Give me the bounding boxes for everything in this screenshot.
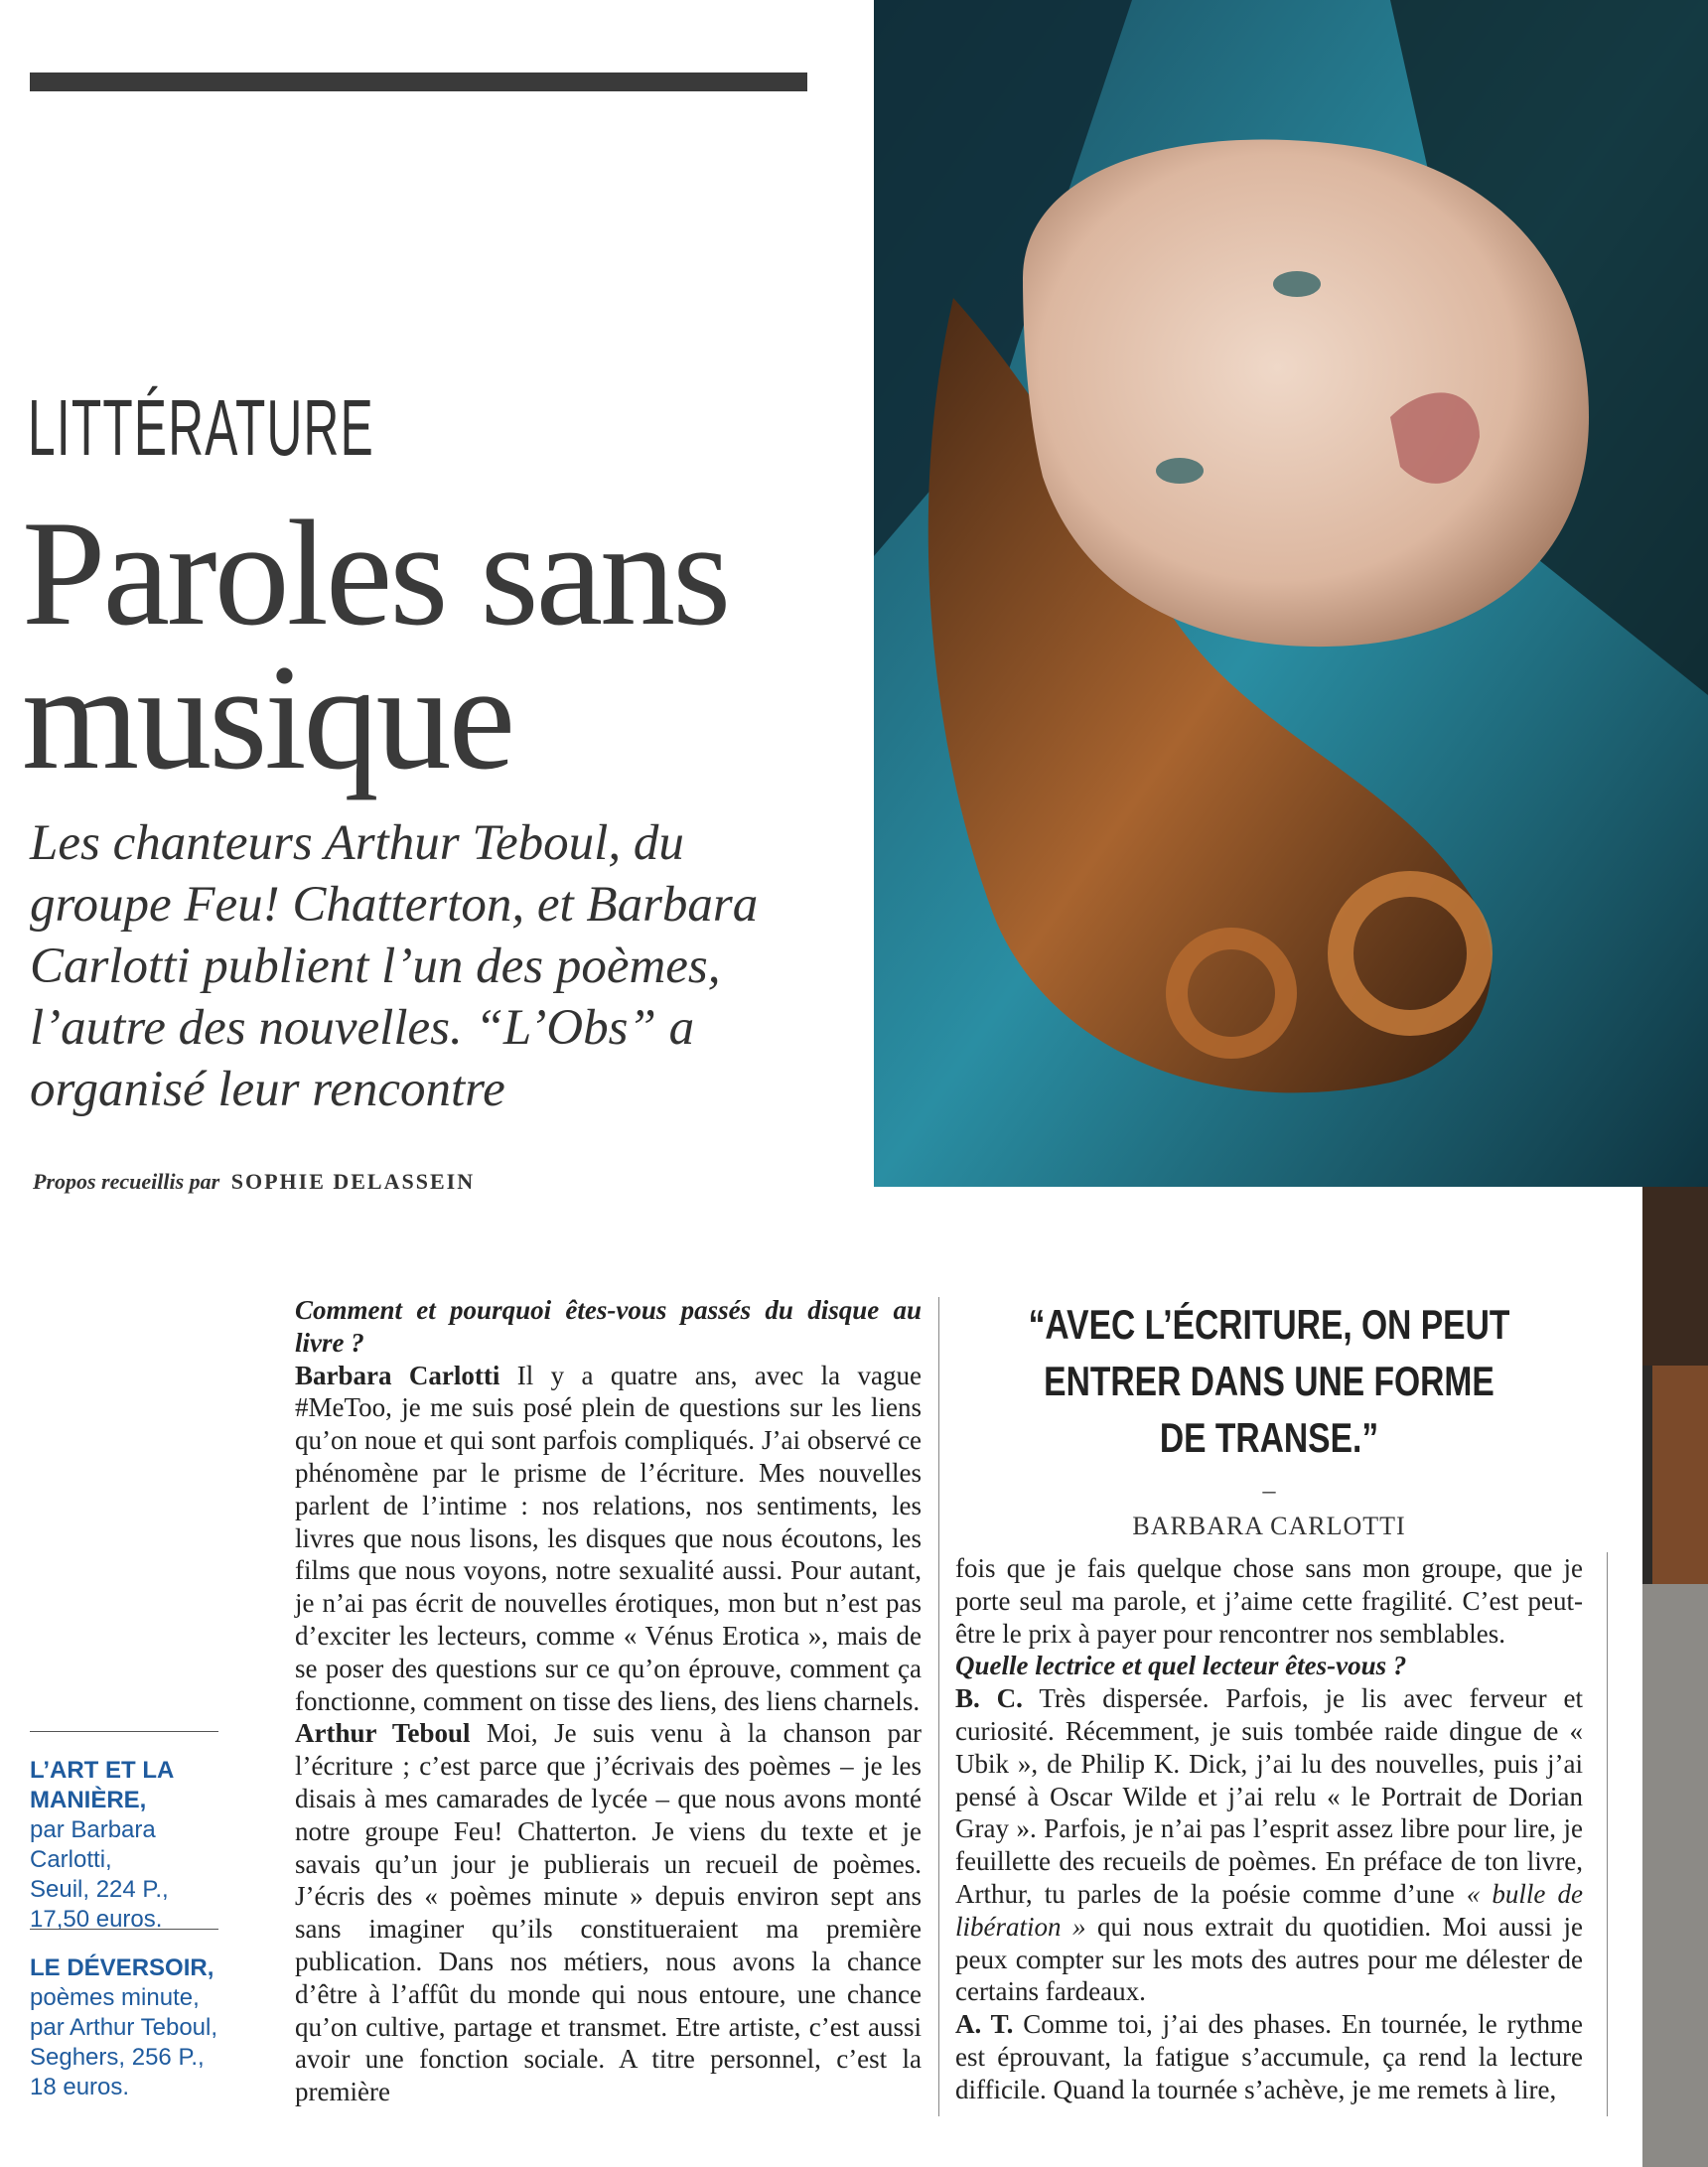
column-rule <box>1607 1552 1608 2116</box>
interview-column-2 <box>955 1552 1583 2106</box>
book-info-1 <box>30 1731 218 1935</box>
book-title: LE DÉVERSOIR, <box>30 1954 214 1981</box>
quoted-phrase: « bulle de libération » <box>955 1878 1583 1942</box>
rubric: LITTÉRATURE <box>28 383 374 472</box>
answer-paragraph <box>295 1717 922 2108</box>
pull-quote-dash: – <box>1262 1476 1276 1505</box>
answer-paragraph <box>955 1682 1583 2008</box>
book-detail: Seghers, 256 P., <box>30 2044 205 2071</box>
question: Quelle lectrice et quel lecteur êtes-vous ? <box>955 1651 1407 1681</box>
book-detail: par Arthur Teboul, <box>30 2014 218 2041</box>
answer-text: Il y a quatre ans, avec la vague #MeToo, je me suis posé plein de questions sur les liens qu’on noue et qui sont parfois compliqués. J’ai observé ce phénomène par le prisme de l’écriture. Mes nouvelles parlent de l’intime : nos relations, nos sentiments, les livres que nous lisons, les disques que nous écoutons, les films que nous voyons, notre sexualité aussi. Pour autant, je n’ai pas écrit de nouvelles érotiques, mon but n’est pas d’exciter les lecteurs, comme « Vénus Erotica », mais de se poser des questions sur ce qu’on éprouve, comment ça fonctionne, comment on tisse des liens, des liens charnels. <box>295 1360 922 1716</box>
column-rule <box>938 1297 939 2116</box>
answer-text: Comme toi, j’ai des phases. En tournée, le rythme est éprouvant, la fatigue s’accumule, ça rend la lecture difficile. Quand la tournée s’achève, je me remets à lire, <box>955 2009 1584 2104</box>
answer-text: Très dispersée. Parfois, je lis avec ferveur et curiosité. Récemment, je suis tombée raide dingue de « Ubik », de Philip K. Dick, j’ai lu des nouvelles, puis j’ai pensé à Oscar Wilde et j’ai relu « le Portrait de Dorian Gray ». Parfois, je n’ai pas l’esprit assez libre pour lire, je feuillette des recueils de poèmes. En préface de ton livre, Arthur, tu parles de la poésie comme d’une <box>955 1683 1584 1909</box>
speaker-initials: A. T. <box>955 2009 1014 2040</box>
book-detail: 17,50 euros. <box>30 1906 163 1933</box>
byline-author: SOPHIE DELASSEIN <box>230 1169 476 1194</box>
answer-text: Moi, Je suis venu à la chanson par l’écriture ; c’est parce que j’écrivais des poèmes – je les disais à mes camarades de lycée – que nous avons monté notre groupe Feu! Chatterton. Je viens du texte et je savais qu’un jour je publierais un recueil de poèmes. J’écris des « poèmes minute » depuis environ sept ans sans imaginer qu’ils constitueraient ma première publication. Dans nos métiers, nous avons la chance d’être à l’affût du monde qui nous entoure, une chance qu’on cultive, partage et transmet. Etre artiste, c’est aussi avoir une fonction sociale. A titre personnel, c’est la première <box>295 1718 923 2107</box>
standfirst: Les chanteurs Arthur Teboul, du groupe Feu! Chatterton, et Barbara Carlotti publient l’un des poèmes, l’autre des nouvelles. “L’Obs” a organisé leur rencontre <box>30 815 759 1117</box>
pull-quote-text: “AVEC L’ÉCRITURE, ON PEUT ENTRER DANS UNE FORME DE TRANSE.” <box>1028 1301 1510 1461</box>
book-detail: par Barbara Carlotti, <box>30 1816 156 1873</box>
answer-paragraph <box>955 2008 1583 2105</box>
sidebar-divider <box>30 1929 218 1930</box>
portrait-photo-edge <box>1642 1187 1708 2167</box>
book-detail: 18 euros. <box>30 2074 130 2100</box>
byline-prefix: Propos recueillis par <box>33 1169 220 1194</box>
speaker-name: Arthur Teboul <box>295 1718 471 1749</box>
book-title: L’ART ET LA MANIÈRE, <box>30 1757 174 1813</box>
portrait-photo <box>874 0 1708 1187</box>
speaker-name: Barbara Carlotti <box>295 1360 500 1390</box>
question: Comment et pourquoi êtes-vous passés du disque au livre ? <box>295 1295 922 1358</box>
interview-column-1 <box>295 1294 922 2108</box>
answer-text: fois que je fais quelque chose sans mon groupe, que je porte seul ma parole, et j’aime cette fragilité. C’est peut-être le prix à payer pour rencontrer nos semblables. <box>955 1553 1583 1649</box>
pull-quote-attribution: BARBARA CARLOTTI <box>1132 1512 1406 1540</box>
book-detail: poèmes minute, <box>30 1984 200 2011</box>
headline: Paroles sans musique <box>22 490 729 800</box>
sidebar-divider <box>30 1731 218 1732</box>
byline <box>33 1169 475 1195</box>
top-rule <box>30 72 807 91</box>
answer-paragraph <box>295 1360 922 1718</box>
book-info-2 <box>30 1929 218 2102</box>
book-detail: Seuil, 224 P., <box>30 1876 169 1903</box>
pull-quote <box>955 1296 1583 1541</box>
answer-text: qui nous extrait du quotidien. Moi aussi je peux compter sur les mots des autres pour me délester de certains fardeaux. <box>955 1911 1584 2007</box>
speaker-initials: B. C. <box>955 1683 1023 1714</box>
